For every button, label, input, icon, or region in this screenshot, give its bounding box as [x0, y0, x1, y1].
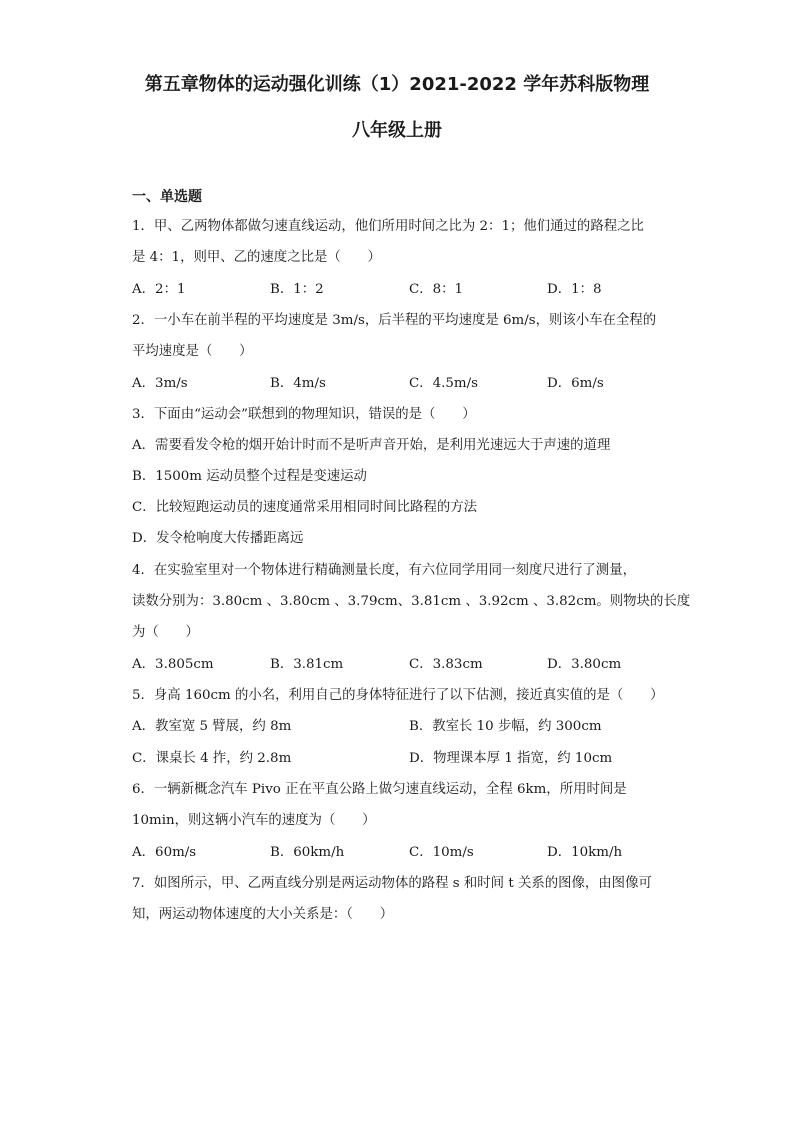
section-heading: 一、单选题 — [132, 189, 202, 205]
question-3-line-1: 3．下面由“运动会”联想到的物理知识，错误的是（ ） — [132, 407, 476, 422]
question-4-option-d: D．3.80cm — [547, 657, 622, 672]
question-5-line-1: 5．身高 160cm 的小名，利用自己的身体特征进行了以下估测，接近真实值的是（ ） — [132, 688, 664, 703]
question-7-line-1: 7．如图所示，甲、乙两直线分别是两运动物体的路程 s 和时间 t 关系的图像，由图像可 — [132, 876, 652, 891]
question-1-option-d: D．1：8 — [547, 282, 602, 297]
page-title: 第五章物体的运动强化训练（1）2021-2022 学年苏科版物理 — [144, 74, 650, 95]
question-6-option-d: D．10km/h — [547, 845, 623, 860]
question-3-option-b: B．1500m 运动员整个过程是变速运动 — [132, 469, 367, 484]
question-3-option-c: C．比较短跑运动员的速度通常采用相同时间比路程的方法 — [132, 500, 478, 515]
question-4-option-a: A．3.805cm — [132, 657, 214, 672]
question-2-option-b: B．4m/s — [270, 376, 326, 391]
question-1-option-a: A．2：1 — [132, 282, 186, 297]
question-1-line-2: 是 4：1，则甲、乙的速度之比是（ ） — [132, 250, 381, 265]
question-5-option-c: C．课桌长 4 拃，约 2.8m — [132, 751, 292, 766]
question-6-line-1: 6．一辆新概念汽车 Pivo 正在平直公路上做匀速直线运动，全程 6km，所用时间是 — [132, 782, 627, 797]
question-1-option-c: C．8：1 — [409, 282, 464, 297]
question-3-option-d: D．发令枪响度大传播距离远 — [132, 531, 304, 546]
question-2-line-2: 平均速度是（ ） — [132, 344, 253, 359]
question-2-option-d: D．6m/s — [547, 376, 604, 391]
question-5-option-b: B．教室长 10 步幅，约 300cm — [409, 719, 602, 734]
question-6-option-a: A．60m/s — [132, 845, 197, 860]
question-1-option-b: B．1：2 — [270, 282, 324, 297]
question-5-option-d: D．物理课本厚 1 指宽，约 10cm — [409, 751, 613, 766]
question-4-option-c: C．3.83cm — [409, 657, 483, 672]
question-6-line-2: 10min，则这辆小汽车的速度为（ ） — [132, 813, 376, 828]
question-7-line-2: 知，两运动物体速度的大小关系是：（ ） — [132, 907, 394, 922]
question-5-option-a: A．教室宽 5 臂展，约 8m — [132, 719, 292, 734]
question-4-line-3: 为（ ） — [132, 625, 199, 640]
question-3-option-a: A．需要看发令枪的烟开始计时而不是听声音开始，是利用光速远大于声速的道理 — [132, 438, 611, 453]
question-4-line-2: 读数分别为：3.80cm 、3.80cm 、3.79cm、3.81cm 、3.92cm 、3.82cm。则物块的长度 — [132, 594, 691, 609]
page-subtitle: 八年级上册 — [352, 120, 442, 141]
question-2-line-1: 2．一小车在前半程的平均速度是 3m/s，后半程的平均速度是 6m/s，则该小车在全程的 — [132, 313, 657, 328]
question-1-line-1: 1．甲、乙两物体都做匀速直线运动，他们所用时间之比为 2：1；他们通过的路程之比 — [132, 219, 644, 234]
question-6-option-b: B．60km/h — [270, 845, 345, 860]
question-6-option-c: C．10m/s — [409, 845, 474, 860]
question-4-line-1: 4．在实验室里对一个物体进行精确测量长度，有六位同学用同一刻度尺进行了测量， — [132, 563, 636, 578]
question-2-option-a: A．3m/s — [132, 376, 188, 391]
question-2-option-c: C．4.5m/s — [409, 376, 479, 391]
question-4-option-b: B．3.81cm — [270, 657, 344, 672]
